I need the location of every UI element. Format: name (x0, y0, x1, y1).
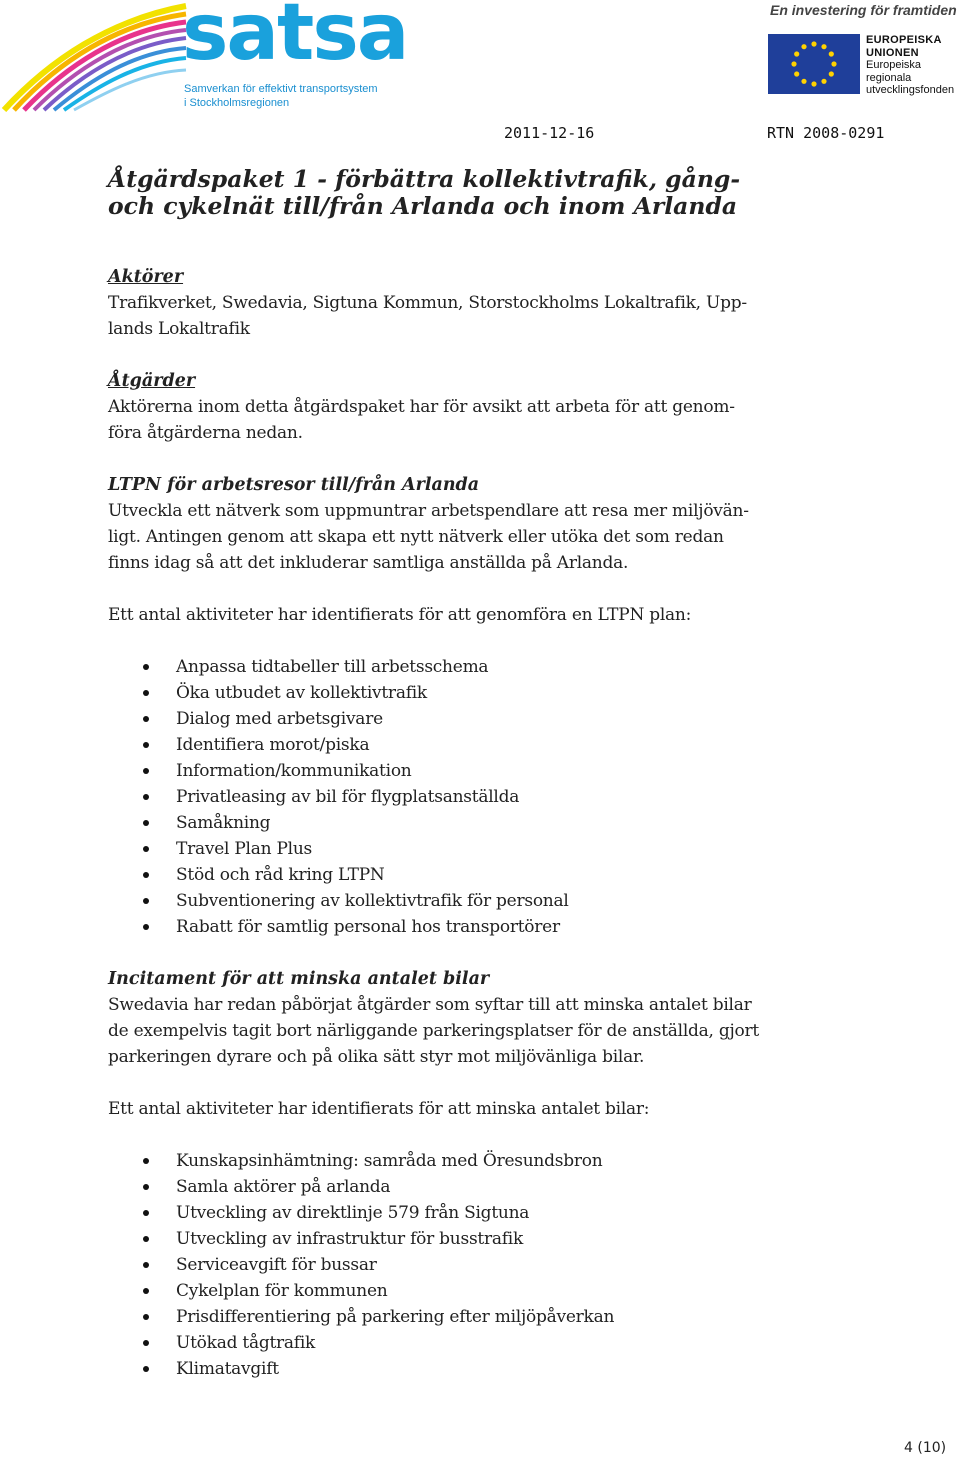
bullet-icon (143, 898, 149, 904)
incentive-intro: Ett antal aktiviteter har identifierats för att minska antalet bilar: (108, 1099, 650, 1119)
bullet-icon (143, 1262, 149, 1268)
eu-fund-label (866, 34, 954, 97)
measures-section (108, 368, 828, 446)
actors-heading: Aktörer (108, 267, 184, 287)
ltpn-intro: Ett antal aktiviteter har identifierats för att genomföra en LTPN plan: (108, 605, 692, 625)
bullet-icon (143, 742, 149, 748)
bullet-icon (143, 820, 149, 826)
incentive-activities (108, 1096, 828, 1382)
ltpn-section (108, 472, 828, 576)
logo-subtitle-line-1: Samverkan för effektivt transportsystem (184, 83, 378, 95)
list-item (108, 654, 828, 680)
list-item-text: Kunskapsinhämtning: samråda med Öresundsbron (176, 1151, 603, 1171)
bullet-icon (143, 1184, 149, 1190)
list-item-text: Dialog med arbetsgivare (176, 709, 383, 729)
measures-text (108, 394, 828, 446)
list-item (108, 1356, 828, 1382)
eu-flag-icon (768, 34, 860, 94)
actors-text (108, 290, 828, 342)
ltpn-activity-list (108, 654, 828, 940)
list-item (108, 1252, 828, 1278)
list-item (108, 784, 828, 810)
bullet-icon (143, 1236, 149, 1242)
list-item-text: Anpassa tidtabeller till arbetsschema (176, 657, 489, 677)
bullet-icon (143, 872, 149, 878)
eu-slogan: En investering för framtiden (770, 2, 957, 18)
incentive-text (108, 992, 828, 1070)
satsa-logo-wordmark: satsa (182, 0, 408, 78)
list-item (108, 706, 828, 732)
satsa-logo-subtitle (184, 82, 378, 110)
page-number: 4 (10) (904, 1440, 947, 1456)
bullet-icon (143, 1340, 149, 1346)
list-item-text: Samåkning (176, 813, 271, 833)
actors-section (108, 264, 828, 342)
list-item-text: Stöd och råd kring LTPN (176, 865, 385, 885)
list-item-text: Klimatavgift (176, 1359, 279, 1379)
bullet-icon (143, 690, 149, 696)
document-reference: RTN 2008-0291 (767, 124, 885, 142)
list-item (108, 758, 828, 784)
list-item (108, 810, 828, 836)
list-item-text: Cykelplan för kommunen (176, 1281, 388, 1301)
measures-text-line-1: Aktörerna inom detta åtgärdspaket har för avsikt att arbeta för att genom- (108, 397, 735, 417)
list-item-text: Travel Plan Plus (176, 839, 313, 859)
incentive-heading: Incitament för att minska antalet bilar (108, 969, 490, 989)
document-body (108, 166, 828, 1382)
actors-text-line-2: lands Lokaltrafik (108, 319, 250, 339)
eu-label-line-2: UNIONEN (866, 46, 919, 59)
list-item (108, 1278, 828, 1304)
bullet-icon (143, 924, 149, 930)
list-item-text: Information/kommunikation (176, 761, 412, 781)
list-item (108, 1148, 828, 1174)
ltpn-text-line-3: finns idag så att det inkluderar samtliga anställda på Arlanda. (108, 553, 629, 573)
eu-label-line-1: EUROPEISKA (866, 34, 942, 46)
list-item (108, 1200, 828, 1226)
list-item-text: Utveckling av infrastruktur för busstrafik (176, 1229, 524, 1249)
incentive-section (108, 966, 828, 1070)
bullet-icon (143, 768, 149, 774)
list-item (108, 1226, 828, 1252)
satsa-logo-stripes-icon (0, 0, 190, 112)
list-item-text: Utökad tågtrafik (176, 1333, 316, 1353)
actors-text-line-1: Trafikverket, Swedavia, Sigtuna Kommun, Storstockholms Lokaltrafik, Upp- (108, 293, 747, 313)
document-date: 2011-12-16 (504, 124, 595, 142)
list-item-text: Serviceavgift för bussar (176, 1255, 377, 1275)
bullet-icon (143, 846, 149, 852)
list-item (108, 888, 828, 914)
list-item (108, 680, 828, 706)
ltpn-heading: LTPN för arbetsresor till/från Arlanda (108, 475, 480, 495)
list-item (108, 1174, 828, 1200)
measures-text-line-2: föra åtgärderna nedan. (108, 423, 303, 443)
bullet-icon (143, 664, 149, 670)
list-item (108, 732, 828, 758)
list-item-text: Identifiera morot/piska (176, 735, 370, 755)
bullet-icon (143, 1288, 149, 1294)
bullet-icon (143, 1158, 149, 1164)
incentive-activity-list (108, 1148, 828, 1382)
title-line-1: Åtgärdspaket 1 - förbättra kollektivtrafik, gång- (108, 165, 741, 193)
list-item-text: Samla aktörer på arlanda (176, 1177, 391, 1197)
ltpn-text (108, 498, 828, 576)
eu-label-line-3: Europeiska (866, 59, 922, 71)
bullet-icon (143, 794, 149, 800)
measures-heading: Åtgärder (108, 371, 196, 391)
list-item-text: Subventionering av kollektivtrafik för personal (176, 891, 569, 911)
bullet-icon (143, 1210, 149, 1216)
list-item (108, 1304, 828, 1330)
list-item-text: Prisdifferentiering på parkering efter miljöpåverkan (176, 1307, 615, 1327)
list-item (108, 1330, 828, 1356)
list-item-text: Privatleasing av bil för flygplatsanställda (176, 787, 520, 807)
eu-label-line-4: regionala (866, 71, 912, 84)
ltpn-activities (108, 602, 828, 940)
ltpn-text-line-2: ligt. Antingen genom att skapa ett nytt nätverk eller utöka det som redan (108, 527, 724, 547)
list-item-text: Utveckling av direktlinje 579 från Sigtuna (176, 1203, 530, 1223)
ltpn-text-line-1: Utveckla ett nätverk som uppmuntrar arbetspendlare att resa mer miljövän- (108, 501, 749, 521)
title-line-2: och cykelnät till/från Arlanda och inom Arlanda (108, 192, 738, 220)
list-item (108, 914, 828, 940)
list-item (108, 862, 828, 888)
list-item (108, 836, 828, 862)
incentive-text-line-1: Swedavia har redan påbörjat åtgärder som syftar till att minska antalet bilar (108, 995, 752, 1015)
bullet-icon (143, 1314, 149, 1320)
list-item-text: Rabatt för samtlig personal hos transportörer (176, 917, 560, 937)
bullet-icon (143, 1366, 149, 1372)
logo-subtitle-line-2: i Stockholmsregionen (184, 97, 290, 109)
page-title (108, 166, 828, 220)
bullet-icon (143, 716, 149, 722)
incentive-text-line-2: de exempelvis tagit bort närliggande parkeringsplatser för de anställda, gjort (108, 1021, 759, 1041)
page-header (0, 0, 960, 142)
list-item-text: Öka utbudet av kollektivtrafik (176, 683, 427, 703)
eu-label-line-5: utvecklingsfonden (866, 84, 955, 96)
incentive-text-line-3: parkeringen dyrare och på olika sätt styr mot miljövänliga bilar. (108, 1047, 645, 1067)
